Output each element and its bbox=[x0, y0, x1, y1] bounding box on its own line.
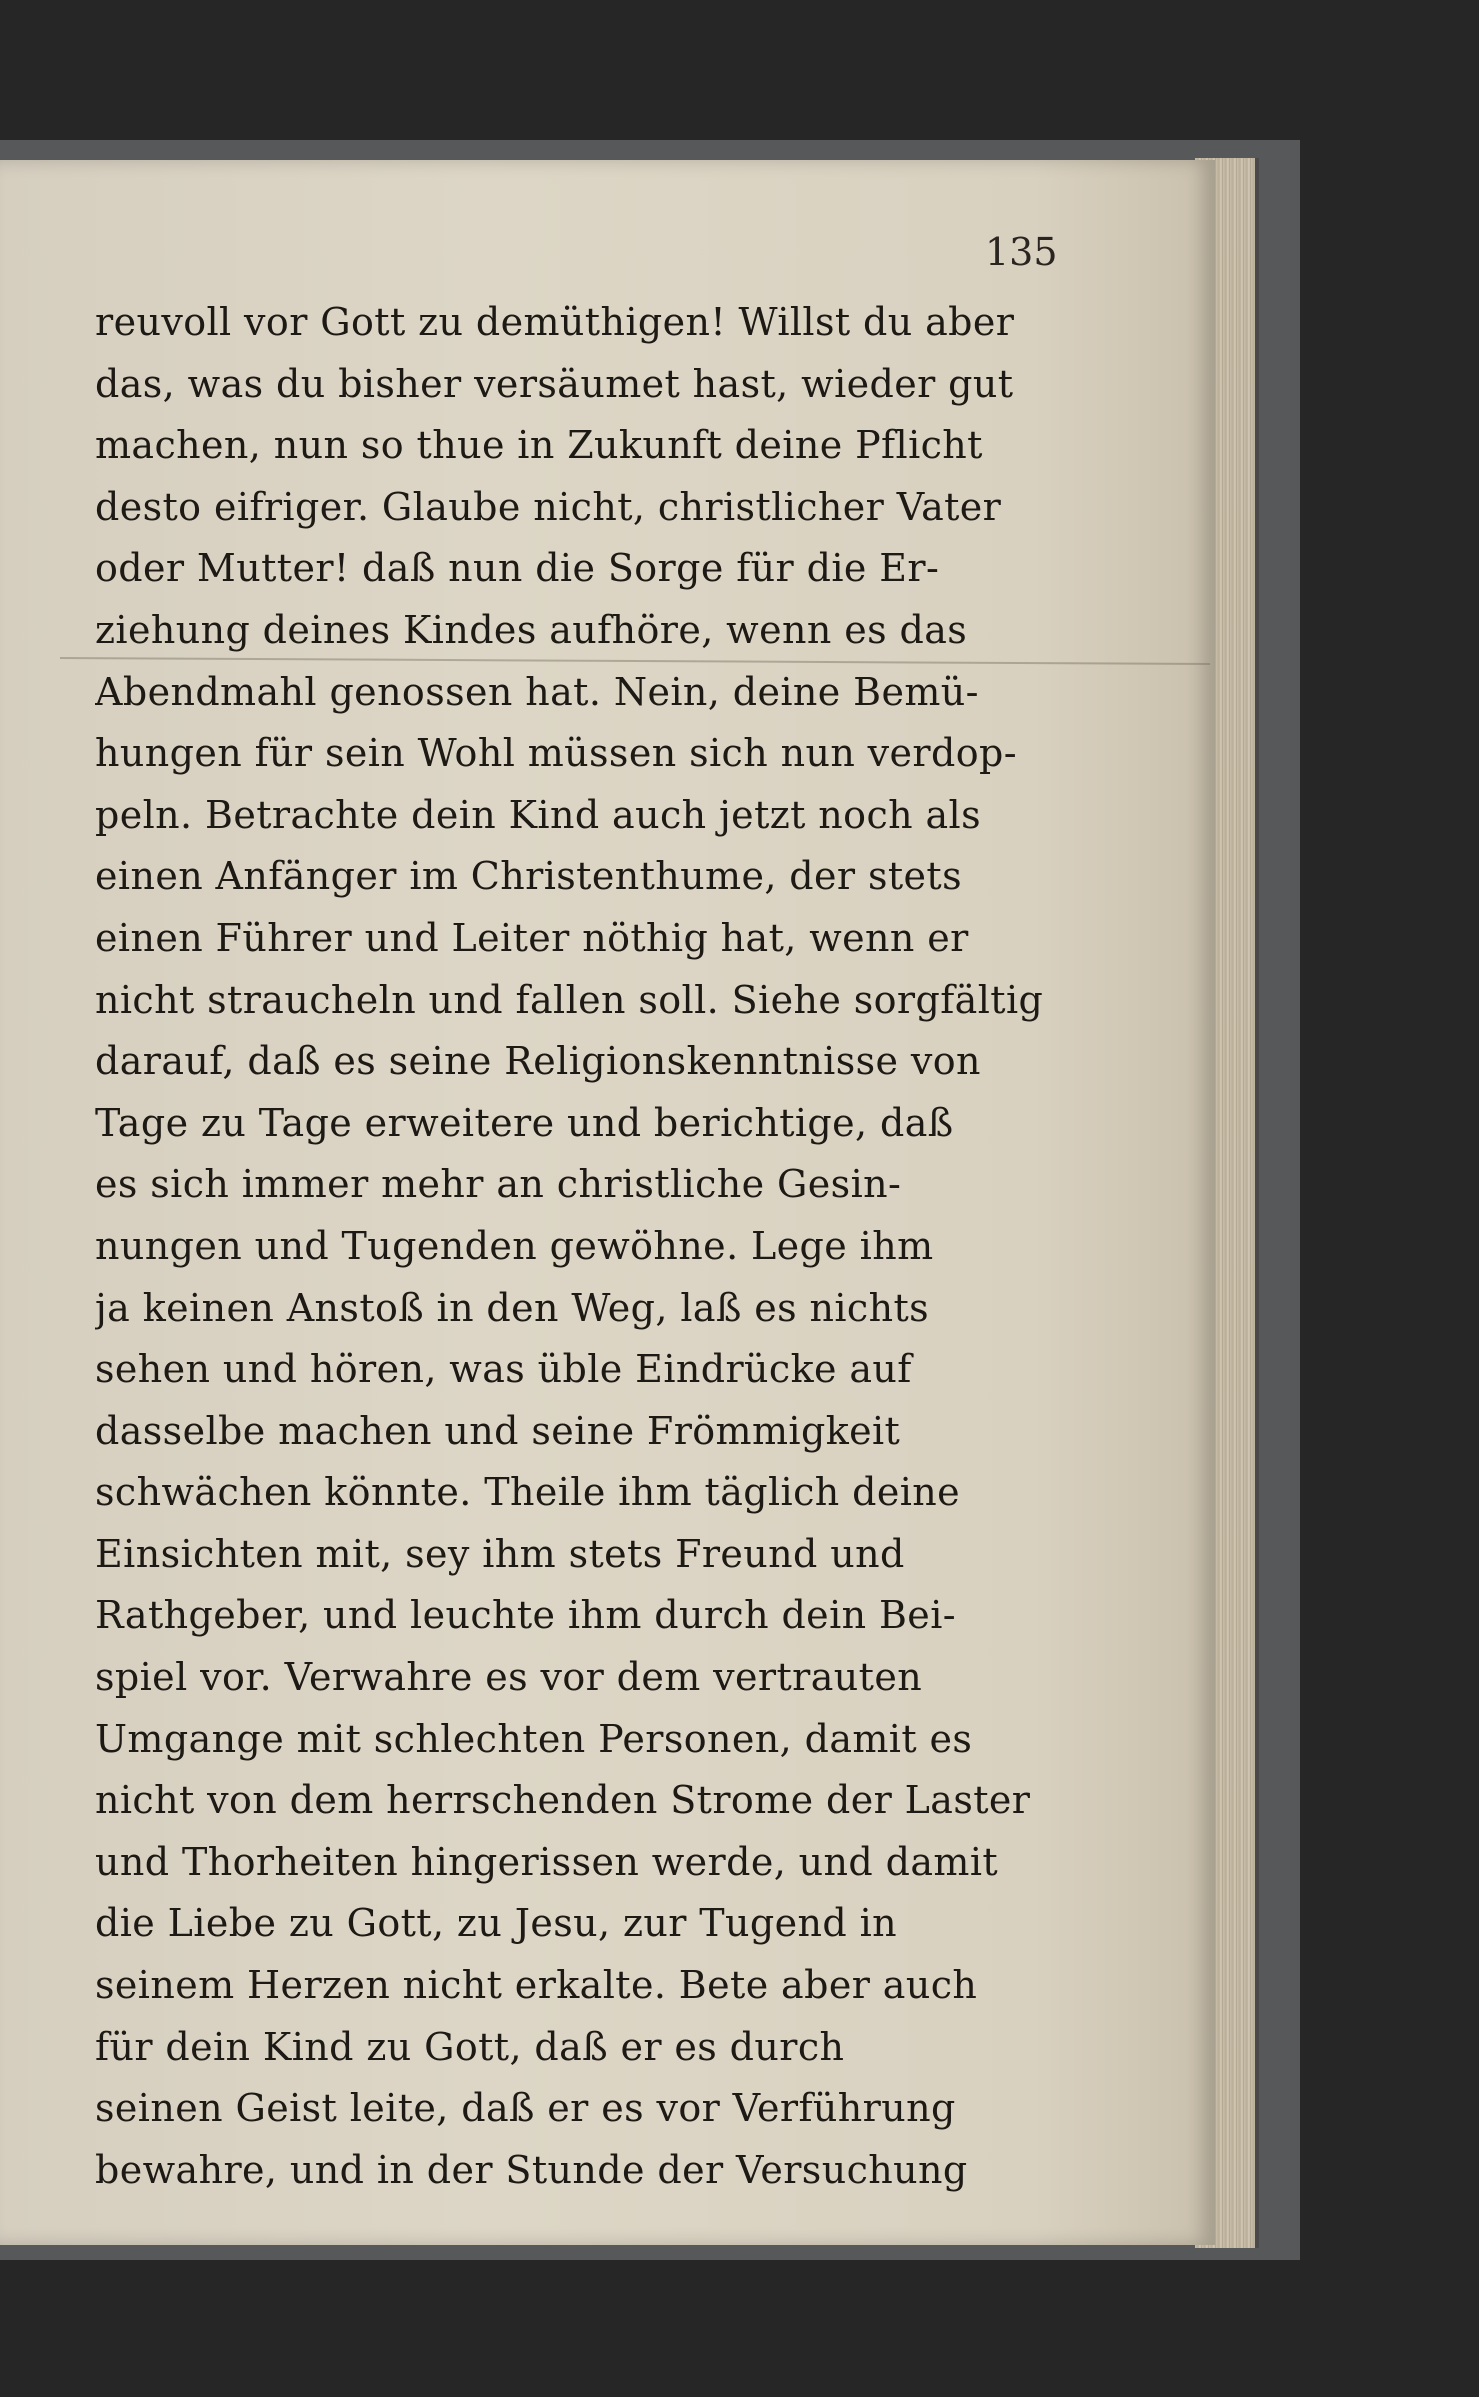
text-line: es sich immer mehr an christliche Gesin- bbox=[95, 1162, 902, 1207]
text-line: sehen und hören, was üble Eindrücke auf bbox=[95, 1347, 912, 1392]
text-line: schwächen könnte. Theile ihm täglich deine bbox=[95, 1470, 961, 1515]
page-number: 135 bbox=[985, 230, 1058, 274]
text-line: die Liebe zu Gott, zu Jesu, zur Tugend in bbox=[95, 1901, 898, 1946]
text-line: spiel vor. Verwahre es vor dem vertrauten bbox=[95, 1655, 923, 1700]
text-line: dasselbe machen und seine Frömmigkeit bbox=[95, 1408, 901, 1453]
text-line: ja keinen Anstoß in den Weg, laß es nichts bbox=[95, 1285, 930, 1330]
text-line: Tage zu Tage erweitere und berichtige, daß bbox=[95, 1100, 954, 1145]
text-line: hungen für sein Wohl müssen sich nun verdop- bbox=[95, 731, 1017, 776]
text-block bbox=[95, 292, 1075, 2201]
text-line: nungen und Tugenden gewöhne. Lege ihm bbox=[95, 1223, 934, 1268]
text-line: nicht straucheln und fallen soll. Siehe sorgfältig bbox=[95, 977, 1044, 1022]
text-line: das, was du bisher versäumet hast, wieder gut bbox=[95, 361, 1014, 406]
text-line: Umgange mit schlechten Personen, damit es bbox=[95, 1716, 973, 1761]
text-line: desto eifriger. Glaube nicht, christlicher Vater bbox=[95, 484, 1002, 529]
text-line: und Thorheiten hingerissen werde, und damit bbox=[95, 1839, 999, 1884]
text-line: Rathgeber, und leuchte ihm durch dein Bei- bbox=[95, 1593, 956, 1638]
text-line: bewahre, und in der Stunde der Versuchung bbox=[95, 2147, 968, 2192]
text-line: ziehung deines Kindes aufhöre, wenn es das bbox=[95, 607, 968, 652]
text-line: einen Führer und Leiter nöthig hat, wenn er bbox=[95, 915, 969, 960]
text-line: Abendmahl genossen hat. Nein, deine Bemü- bbox=[95, 669, 979, 714]
text-line: seinem Herzen nicht erkalte. Bete aber auch bbox=[95, 1963, 978, 2008]
text-line: peln. Betrachte dein Kind auch jetzt noch als bbox=[95, 792, 982, 837]
text-line: für dein Kind zu Gott, daß er es durch bbox=[95, 2024, 845, 2069]
text-line: nicht von dem herrschenden Strome der Laster bbox=[95, 1778, 1031, 1823]
text-line: Einsichten mit, sey ihm stets Freund und bbox=[95, 1531, 905, 1576]
text-line: einen Anfänger im Christenthume, der stets bbox=[95, 854, 962, 899]
text-line: machen, nun so thue in Zukunft deine Pflicht bbox=[95, 423, 983, 468]
text-line: darauf, daß es seine Religionskenntnisse von bbox=[95, 1039, 981, 1084]
text-line: oder Mutter! daß nun die Sorge für die Er- bbox=[95, 546, 940, 591]
text-line: seinen Geist leite, daß er es vor Verführung bbox=[95, 2086, 956, 2131]
text-line: reuvoll vor Gott zu demüthigen! Willst du aber bbox=[95, 300, 1015, 344]
